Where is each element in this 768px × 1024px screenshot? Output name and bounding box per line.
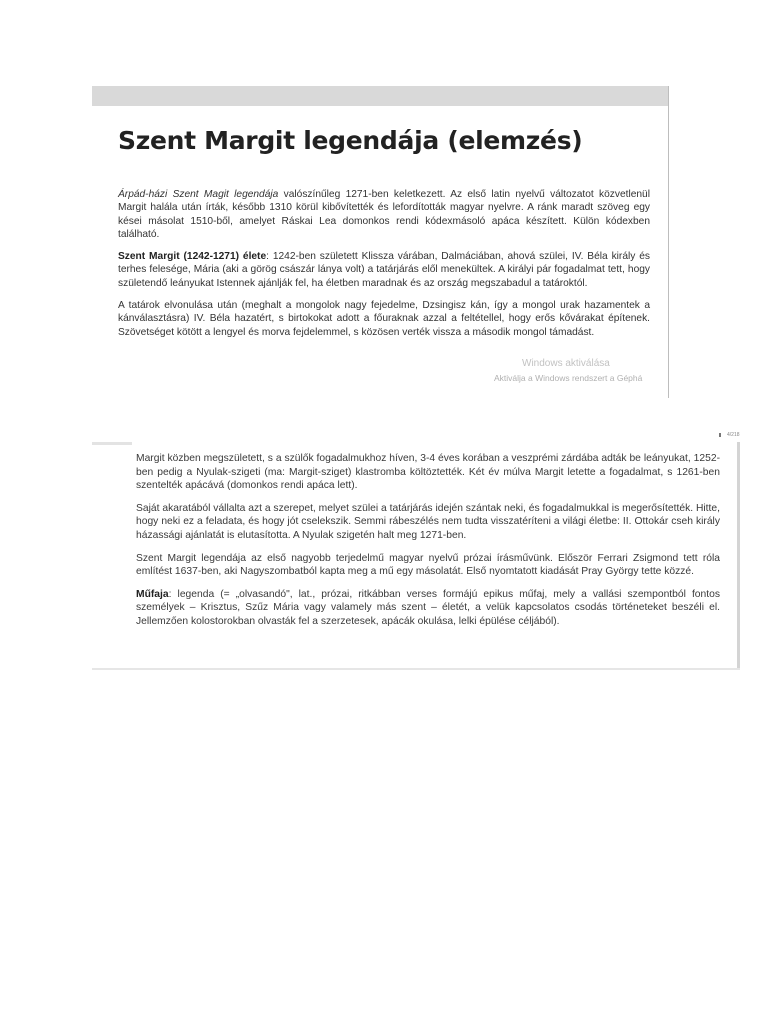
gray-top-bar — [92, 86, 668, 106]
page-title: Szent Margit legendája (elemzés) — [118, 126, 583, 155]
bottom-edge-line — [92, 668, 740, 670]
article-body-bottom — [136, 452, 720, 638]
legend-title-italic: Árpád-házi Szent Magit legendája — [118, 189, 279, 200]
paragraph-legend-history: Szent Margit legendája az első nagyobb terjedelmű magyar nyelvű prózai írásművünk. Először Ferrari Zsigmond tett róla említést 1637-ben, aki Nagyszombatból kapta meg a mű egy másolatát. Első nyomtatott kiadását Pray György tette közzé. — [136, 552, 720, 578]
paragraph-origin-text: valószínűleg 1271-ben keletkezett. Az első latin nyelvű változatot közvetlenül Margit halála után írták, később 1310 körül kibővítették és lefordították magyar nyelvre. A ránk maradt szöveg egy kései másolat 1510-ből, amelyet Ráskai Lea domonkos rendi kódexmásoló apáca készített. Külön kódexben található. — [118, 189, 650, 240]
genre-heading-bold: Műfaja — [136, 588, 169, 600]
paragraph-origin — [118, 188, 650, 241]
page-counter: 4/218 — [727, 432, 740, 438]
document-screenshot-bottom — [92, 442, 740, 670]
paragraph-genre — [136, 588, 720, 629]
windows-activation-watermark-text: Aktiválja a Windows rendszert a Géphá — [494, 373, 643, 383]
document-screenshot-top — [92, 86, 669, 398]
paragraph-tatars: A tatárok elvonulása után (meghalt a mongolok nagy fejedelme, Dzsingisz kán, így a mongol urak hazamentek a kánválasztásra) IV. Béla hazatért, s birtokokat adott a főuraknak azzal a feltétellel, hogy erős kővárakat építenek. Szövetséget kötött a lengyel és morva fejdelemmel, s közösen verték vissza a második mongol támadást. — [118, 300, 650, 338]
paragraph-genre-text: : legenda (= „olvasandó", lat., prózai, ritkábban verses formájú epikus műfaj, mely a vallási szempontból fontos személyek – Krisztus, Szűz Mária vagy valamely más szent – életét, a velük kapcsolatos csodás történeteket beszéli el. Jellemzően kolostorokban olvasták fel a szerzetesek, apácák okulása, lelki épülése céljából). — [136, 588, 720, 627]
right-edge-line — [737, 442, 740, 670]
paragraph-life — [118, 250, 650, 290]
paragraph-birth: Margit közben megszületett, s a szülők fogadalmukhoz híven, 3-4 éves korában a veszprémi zárdába adták be leányukat, 1252-ben pedig a Nyulak-szigeti (ma: Margit-sziget) klastromba költöztették. Két év múlva Margit letette a fogadalmat, s 1261-ben szentelték apácává (domonkos rendi apáca lett). — [136, 453, 720, 492]
life-heading-bold: Szent Margit (1242-1271) élete — [118, 251, 267, 263]
paragraph-vocation: Saját akaratából vállalta azt a szerepet, melyet szülei a tatárjárás idején szántak neki, és fogadalmukkal is megerősítették. Hitte, hogy neki ez a feladata, és hogy jót cselekszik. Semmi rábeszélés nem tudta visszatéríteni a világi életbe: II. Ottokár cseh király házassági ajánlatát is elutasította. A Nyulak szigetén halt meg 1271-ben. — [136, 502, 720, 541]
windows-activation-watermark-title: Windows aktiválása — [522, 358, 610, 369]
left-edge-line — [92, 442, 132, 445]
article-body-top — [118, 188, 650, 348]
page-tick-mark — [719, 433, 721, 437]
paragraph-life-text: : 1242-ben született Klissza várában, Dalmáciában, ahová szülei, IV. Béla király és terhes felesége, Mária (aki a görög császár lánya volt) a tatárjárás elől menekültek. A királyi pár fogadalmat tett, hogy születendő leányukat Istennek ajánlják fel, ha életben maradnak és az ország megszabadul a tatároktól. — [118, 251, 650, 289]
